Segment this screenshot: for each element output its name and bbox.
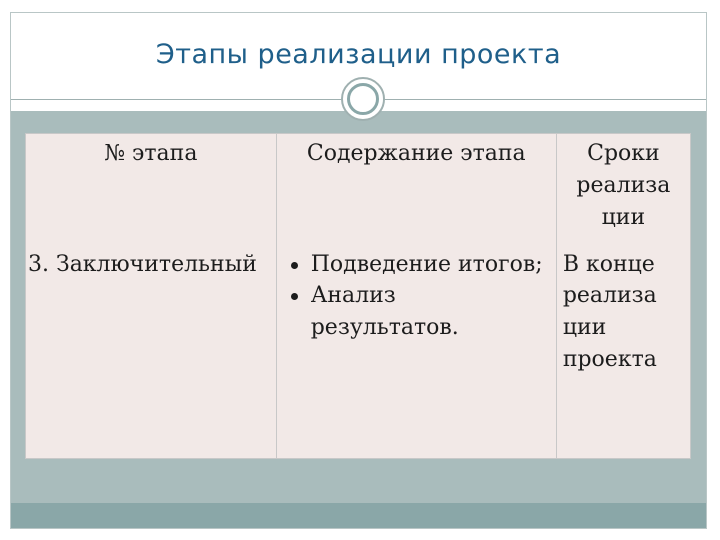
header-term-cell <box>556 134 690 245</box>
row-term-line: В конце <box>562 251 655 277</box>
header-stage-cell <box>26 134 277 245</box>
circle-ornament-icon <box>341 77 385 121</box>
slide-title: Этапы реализации проекта <box>155 39 562 70</box>
bottom-band <box>11 503 706 528</box>
header-stage: № этапа <box>104 141 198 166</box>
header-content-cell <box>276 134 556 245</box>
row-term-line: реализа <box>562 283 657 309</box>
row-stage-cell <box>26 245 277 459</box>
list-item-text: Подведение итогов; <box>310 251 543 277</box>
table-header-row <box>26 134 691 245</box>
header-term-line: ции <box>601 204 646 230</box>
stages-table <box>25 133 691 459</box>
row-term-cell <box>556 245 690 459</box>
list-item-text: Анализ результатов. <box>310 283 459 341</box>
list-item <box>311 280 550 344</box>
header-term-line: Сроки <box>587 141 660 166</box>
header-term-line: реализа <box>576 172 671 198</box>
row-term-line: проекта <box>562 347 657 373</box>
table-row <box>26 245 691 459</box>
row-content-cell <box>276 245 556 459</box>
slide <box>10 12 707 529</box>
content-list <box>283 249 550 345</box>
row-term-line: ции <box>562 315 607 341</box>
row-stage: 3. Заключительный <box>28 251 257 277</box>
header-content: Содержание этапа <box>306 141 526 166</box>
list-item <box>311 249 550 281</box>
